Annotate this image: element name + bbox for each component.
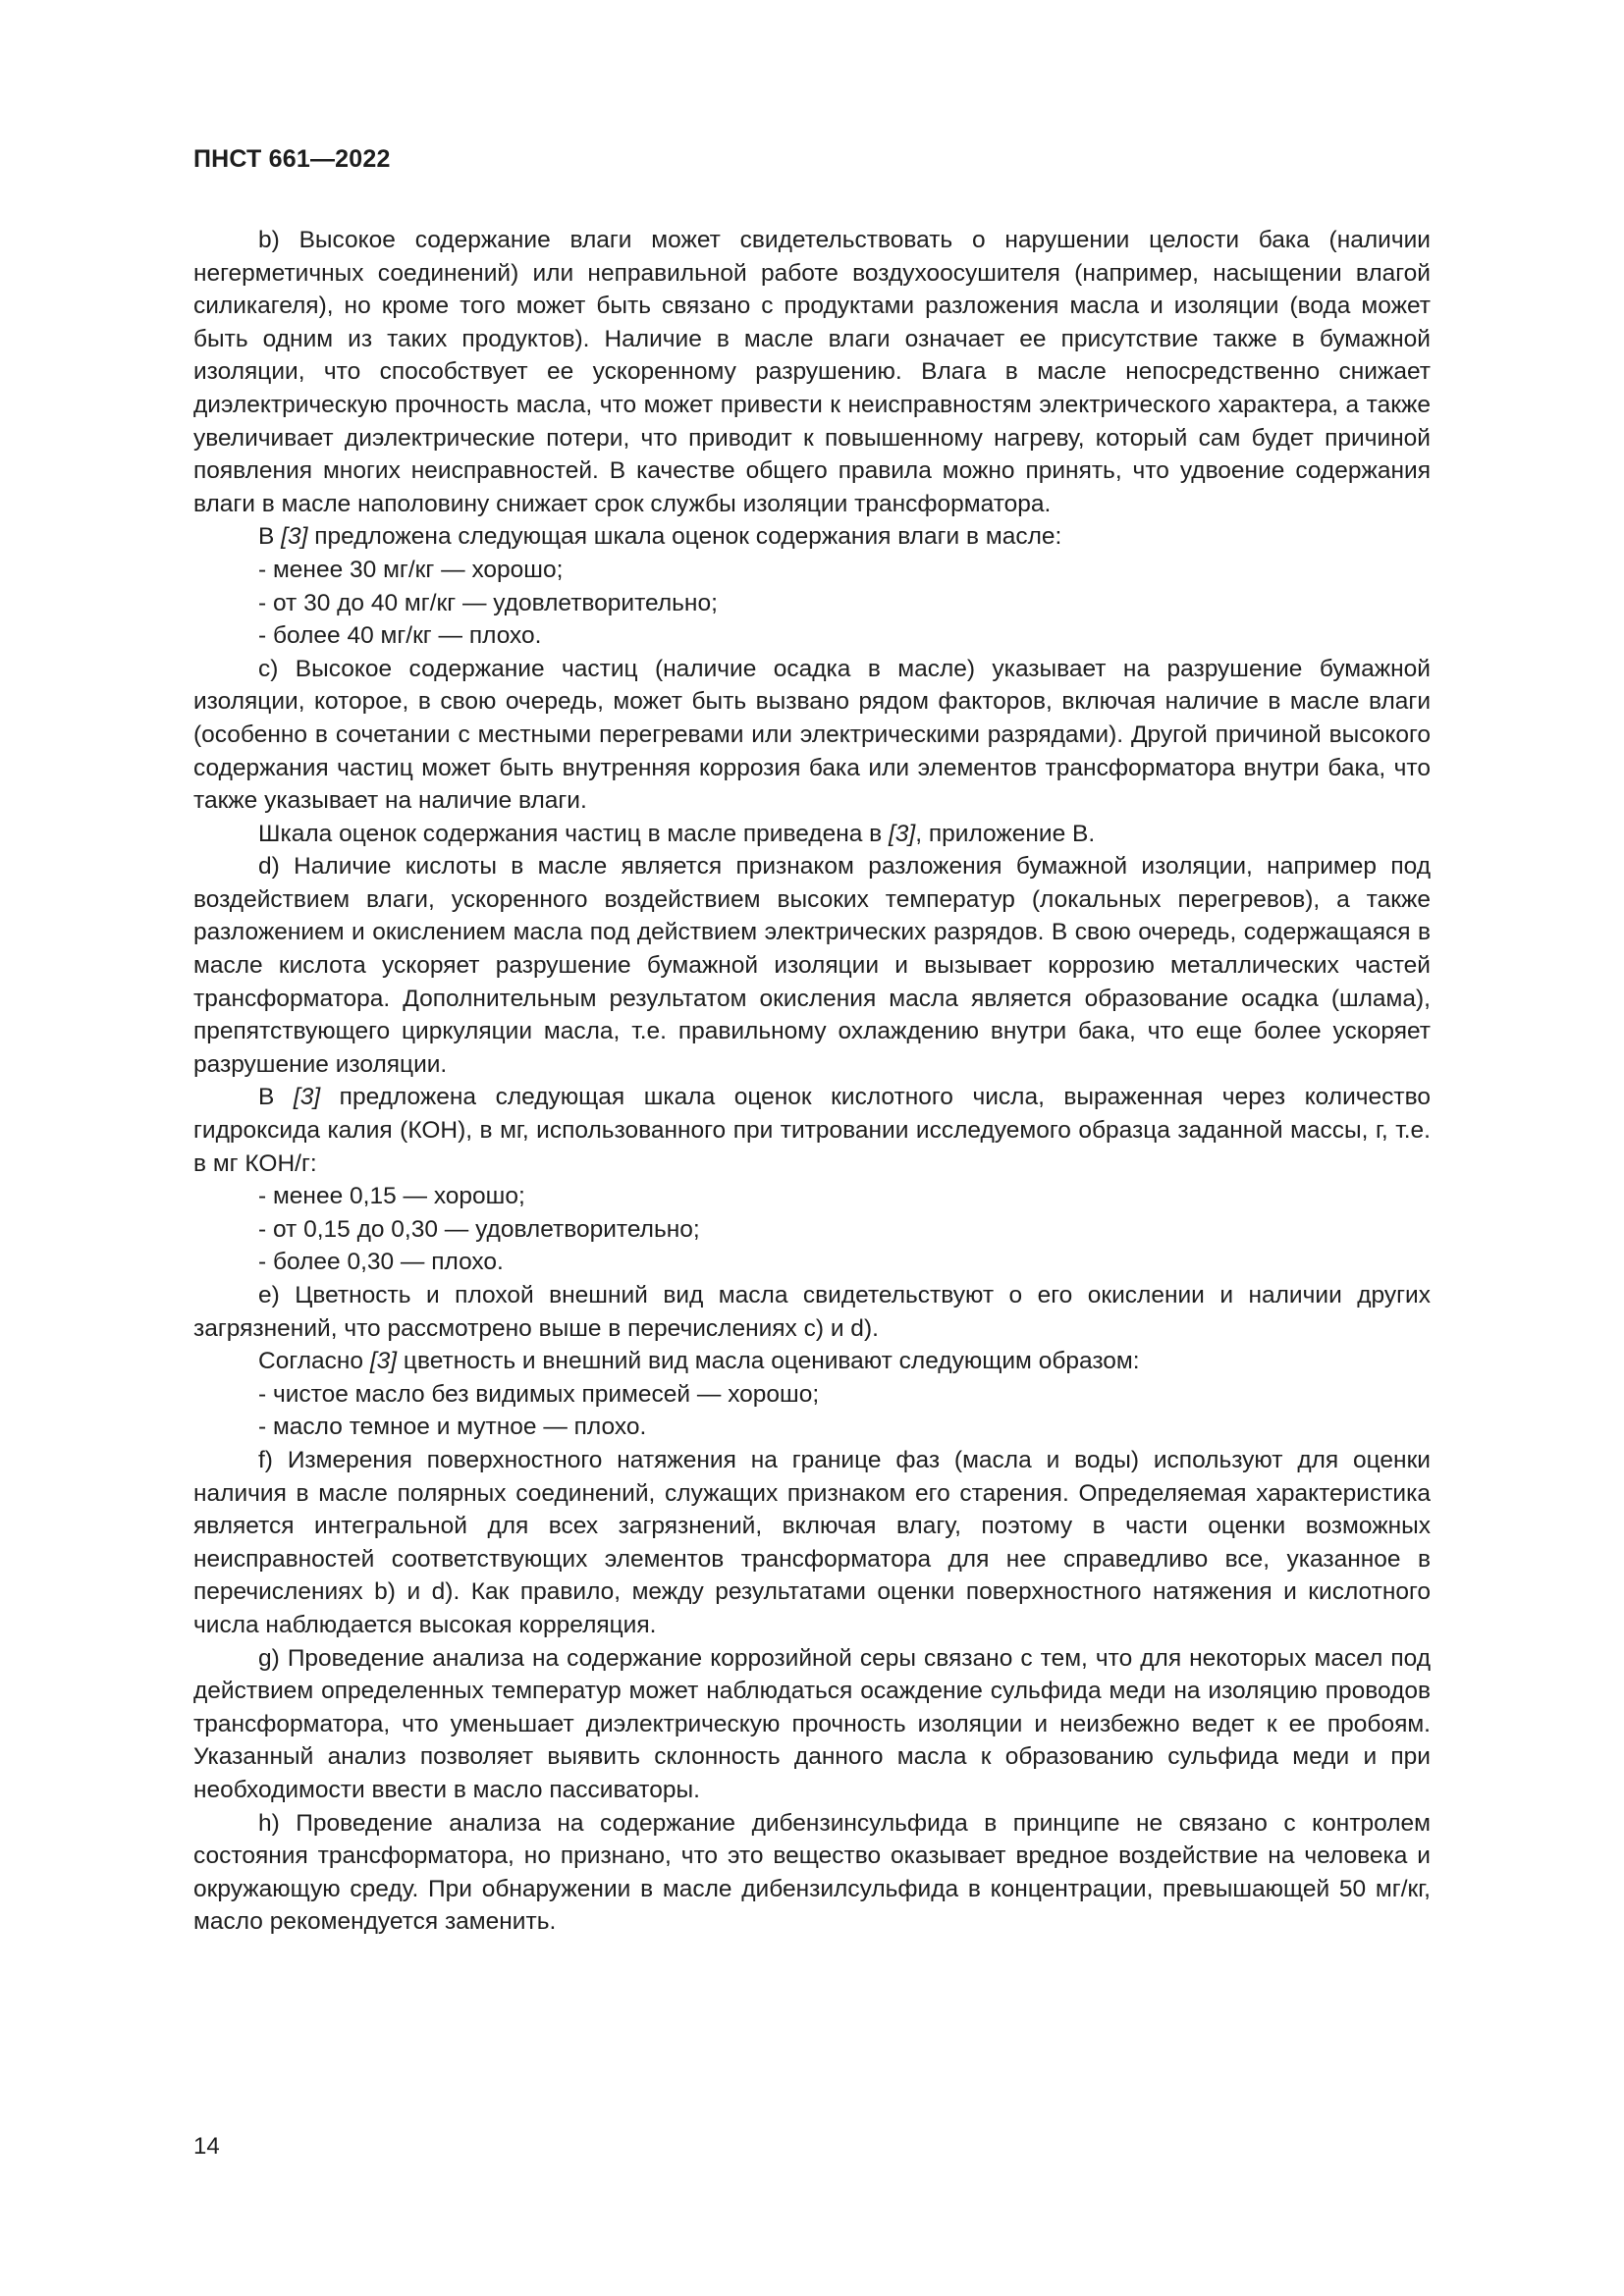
paragraph-f: f) Измерения поверхностного натяжения на границе фаз (масла и воды) используют для оценки наличия в масле полярных соединений, служащих признаком его старения. Определяемая характеристика является интегральной для всех загрязнений, включая влагу, поэтому в части оценки возможных неисправностей соответствующих элементов трансформатора для нее справедливо все, указанное в перечислениях b) и d). Как правило, между результатами оценки поверхностного натяжения и кислотного числа наблюдается высокая корреляция. bbox=[193, 1446, 1431, 1638]
document-body bbox=[193, 224, 1431, 1939]
list-item: - от 30 до 40 мг/кг — удовлетворительно; bbox=[258, 589, 718, 616]
page-number: 14 bbox=[193, 2133, 220, 2160]
paragraph-c: с) Высокое содержание частиц (наличие осадка в масле) указывает на разрушение бумажной изоляции, которое, в свою очередь, может быть вызвано рядом факторов, включая наличие в масле влаги (особенно в сочетании с местными перегревами или электрическими разрядами). Другой причиной высокого содержания частиц может быть внутренняя коррозия бака или элементов трансформатора внутри бака, что также указывает на наличие влаги. bbox=[193, 655, 1431, 815]
paragraph-h: h) Проведение анализа на содержание дибензинсульфида в принципе не связано с контролем состояния трансформатора, но признано, что это вещество оказывает вредное воздействие на человека и окружающую среду. При обнаружении в масле дибензилсульфида в концентрации, превышающей 50 мг/кг, масло рекомендуется заменить. bbox=[193, 1809, 1431, 1936]
list-item: - более 40 мг/кг — плохо. bbox=[258, 622, 542, 650]
list-item: - от 0,15 до 0,30 — удовлетворительно; bbox=[258, 1215, 700, 1243]
reference-3: [3] bbox=[293, 1084, 321, 1111]
paragraph-b: b) Высокое содержание влаги может свидетельствовать о нарушении целости бака (наличии негерметичных соединений) или неправильной работе воздухоосушителя (например, насыщении влагой силикагеля), но кроме того может быть связано с продуктами разложения масла и изоляции (вода может быть одним из таких продуктов). Наличие в масле влаги означает ее присутствие также в бумажной изоляции, что способствует ее ускоренному разрушению. Влага в масле непосредственно снижает диэлектрическую прочность масла, что может привести к неисправностям электрического характера, а также увеличивает диэлектрические потери, что приводит к повышенному нагреву, который сам будет причиной появления многих неисправностей. В качестве общего правила можно принять, что удвоение содержания влаги в масле наполовину снижает срок службы изоляции трансформатора. bbox=[193, 227, 1431, 517]
list-item: - масло темное и мутное — плохо. bbox=[258, 1414, 647, 1441]
reference-3: [3] bbox=[369, 1348, 398, 1375]
paragraph-d: d) Наличие кислоты в масле является признаком разложения бумажной изоляции, например под воздействием влаги, ускоренного воздействием высоких температур (локальных перегревов), а также разложением и окислением масла под действием электрических разрядов. В свою очередь, содержащаяся в масле кислота ускоряет разрушение бумажной изоляции и вызывает коррозию металлических частей трансформатора. Дополнительным результатом окисления масла является образование осадка (шлама), препятствующего циркуляции масла, т.е. правильному охлаждению внутри бака, что еще более ускоряет разрушение изоляции. bbox=[193, 853, 1431, 1078]
paragraph-e: е) Цветность и плохой внешний вид масла свидетельствуют о его окислении и наличии других загрязнений, что рассмотрено выше в перечислениях с) и d). bbox=[193, 1282, 1431, 1342]
list-item: - чистое масло без видимых примесей — хорошо; bbox=[258, 1380, 820, 1408]
reference-3: [3] bbox=[281, 523, 308, 551]
color-scale-intro: Согласно [3] цветность и внешний вид масла оценивают следующим образом: bbox=[258, 1348, 1140, 1375]
acid-scale-intro: В [3] предложена следующая шкала оценок кислотного числа, выраженная через количество гидроксида калия (КОН), в мг, использованного при титровании исследуемого образца заданной массы, г, т.е. в мг КОН/г: bbox=[193, 1084, 1431, 1177]
reference-3: [3] bbox=[889, 820, 916, 847]
list-item: - менее 30 мг/кг — хорошо; bbox=[258, 556, 564, 583]
document-header: ПНСТ 661—2022 bbox=[193, 145, 391, 173]
paragraph-g: g) Проведение анализа на содержание коррозийной серы связано с тем, что для некоторых масел под действием определенных температур может наблюдаться осаждение сульфида меди на изоляцию проводов трансформатора, что уменьшает диэлектрическую прочность изоляции и неизбежно ведет к ее пробоям. Указанный анализ позволяет выявить склонность данного масла к образованию сульфида меди и при необходимости ввести в масло пассиваторы. bbox=[193, 1644, 1431, 1803]
list-item: - более 0,30 — плохо. bbox=[258, 1249, 504, 1276]
particles-scale-note: Шкала оценок содержания частиц в масле приведена в [3], приложение В. bbox=[258, 820, 1096, 847]
list-item: - менее 0,15 — хорошо; bbox=[258, 1183, 525, 1210]
moisture-scale-intro: В [3] предложена следующая шкала оценок содержания влаги в масле: bbox=[258, 523, 1062, 551]
